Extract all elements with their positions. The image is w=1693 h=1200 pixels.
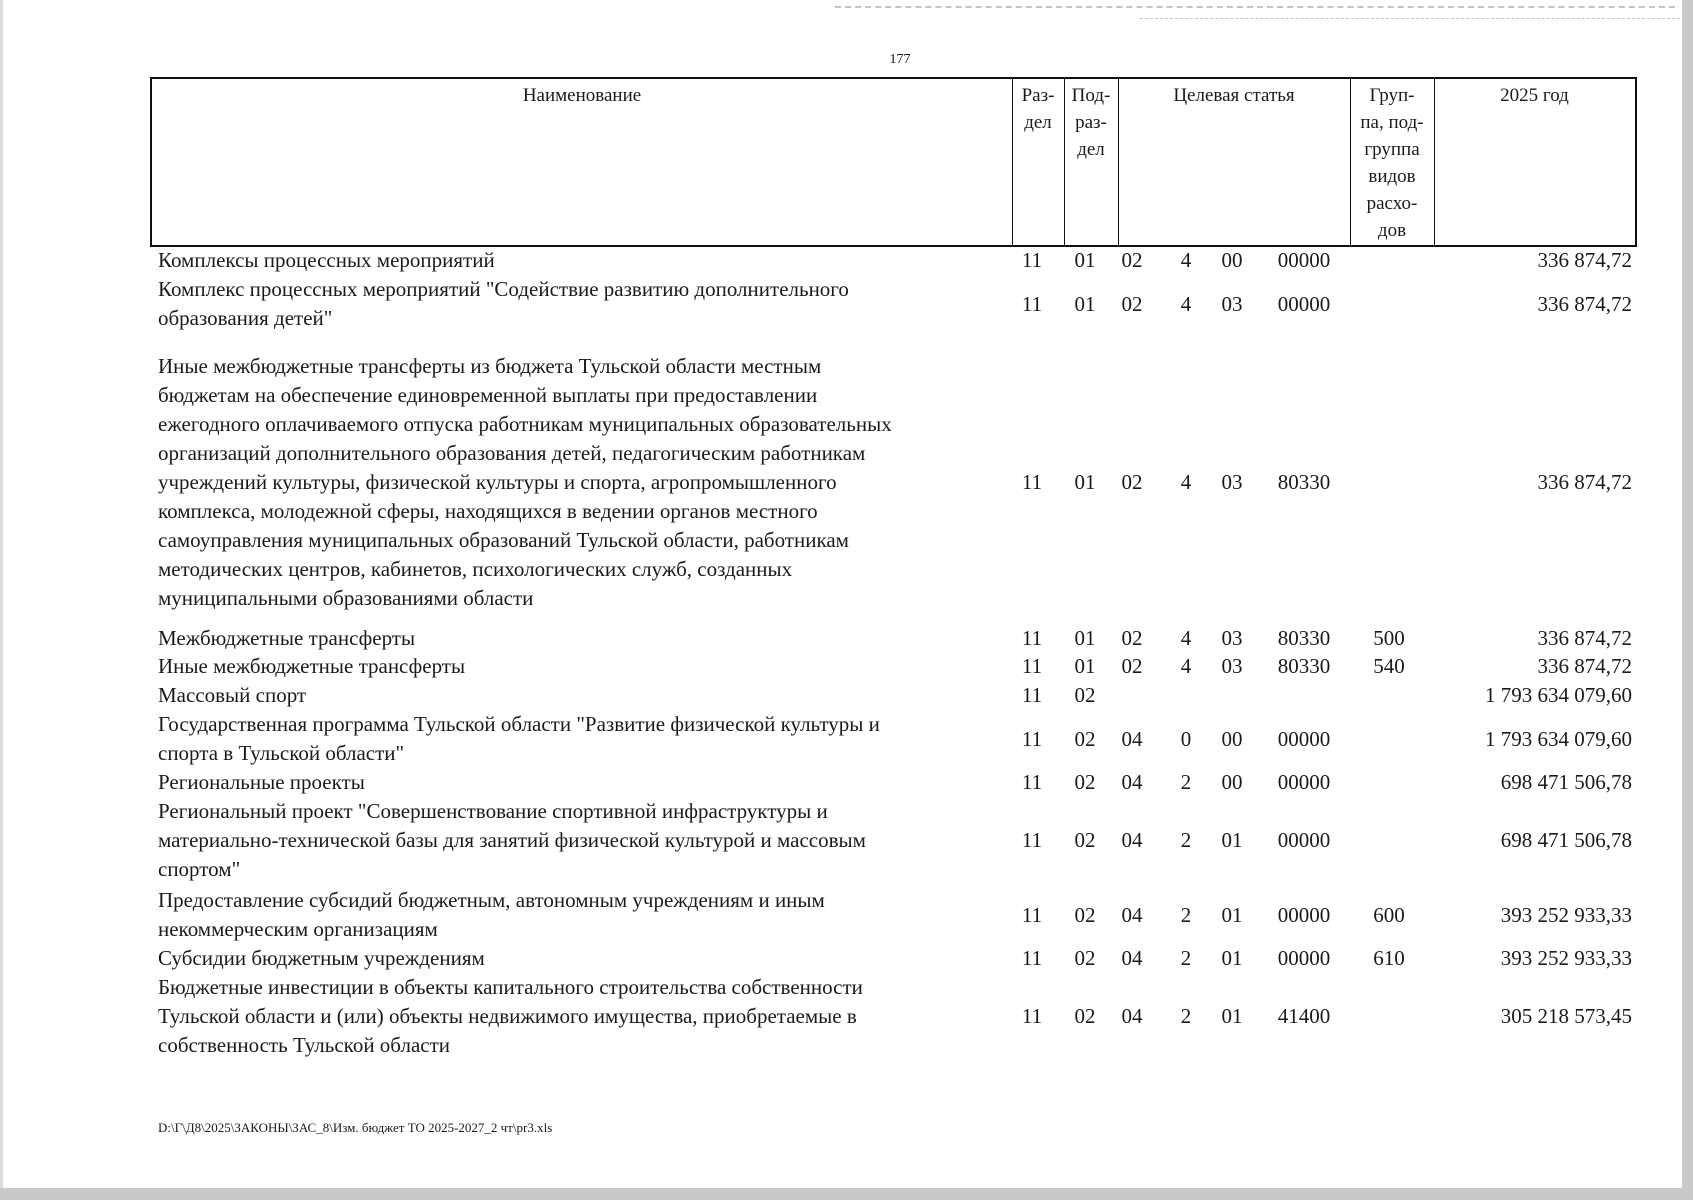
cell-podrazdel: 02 [1074,770,1096,794]
cell-target-program: 04 [1121,828,1143,852]
header-group-line: видов [1368,166,1416,187]
cell-name-line: Массовый спорт [158,683,307,707]
cell-name-line: Иные межбюджетные трансферты [158,654,466,678]
cell-name [158,624,998,653]
cell-amount: 305 218 573,45 [1500,1004,1632,1028]
cell-target-type: 0 [1180,726,1192,751]
header-razdel [1012,82,1064,136]
cell-amount: 1 793 634 079,60 [1485,726,1632,751]
cell-target-structure: 03 [1221,626,1243,650]
cell-target-direction: 00000 [1277,726,1331,751]
cell-name [158,652,998,681]
scan-artifact-dashes [1140,18,1680,19]
cell-razdel: 11 [1021,902,1043,927]
cell-expense-group: 610 [1373,946,1405,970]
cell-target-direction: 00000 [1277,291,1331,316]
cell-name-line: учреждений культуры, физической культуры и спорта, агропромышленного [158,470,837,494]
cell-target-type: 2 [1180,770,1192,794]
cell-razdel: 11 [1021,828,1043,852]
cell-amount: 698 471 506,78 [1500,828,1632,852]
cell-name-line: Региональный проект "Совершенствование спортивной инфраструктуры и [158,799,828,823]
cell-target-direction: 00000 [1277,946,1331,970]
cell-name-line: Тульской области и (или) объекты недвижимого имущества, приобретаемые в [158,1004,857,1028]
scan-edge-left [0,0,3,1200]
cell-name-line: Межбюджетные трансферты [158,626,416,650]
cell-razdel: 11 [1021,248,1043,272]
cell-target-type: 2 [1180,946,1192,970]
cell-amount: 336 874,72 [1537,470,1632,494]
scan-edge-bottom [0,1188,1693,1200]
cell-podrazdel: 01 [1074,626,1096,650]
cell-name-line: организаций дополнительного образования детей, педагогическим работникам [158,441,866,465]
cell-target-program: 04 [1121,902,1143,927]
cell-target-type: 4 [1180,654,1192,678]
cell-expense-group: 500 [1373,626,1405,650]
cell-target-program: 04 [1121,726,1143,751]
cell-podrazdel: 01 [1074,470,1096,494]
cell-target-program: 04 [1121,770,1143,794]
cell-podrazdel: 02 [1074,902,1096,927]
cell-name-line: Комплекс процессных мероприятий "Содействие развитию дополнительного [158,277,849,301]
cell-expense-group: 600 [1373,902,1405,927]
header-year: 2025 год [1500,85,1569,106]
cell-name [158,275,998,333]
cell-name-line: ежегодного оплачиваемого отпуска работникам муниципальных образовательных [158,412,892,436]
header-podrazdel-line: Под- [1071,85,1111,106]
cell-target-structure: 01 [1221,1004,1243,1028]
cell-name-line: Иные межбюджетные трансферты из бюджета Тульской области местным [158,354,822,378]
cell-target-program: 02 [1121,470,1143,494]
cell-razdel: 11 [1021,291,1043,316]
cell-target-structure: 01 [1221,828,1243,852]
cell-amount: 698 471 506,78 [1500,770,1632,794]
cell-amount: 336 874,72 [1537,291,1632,316]
header-name: Наименование [522,85,642,106]
cell-name [158,352,998,613]
cell-expense-group: 540 [1373,654,1405,678]
cell-amount: 393 252 933,33 [1500,902,1632,927]
page-number: 177 [889,52,911,67]
header-group [1350,82,1434,244]
cell-amount: 336 874,72 [1537,626,1632,650]
cell-name-line: спортом" [158,857,241,881]
cell-target-direction: 41400 [1277,1004,1331,1028]
cell-target-structure: 01 [1221,902,1243,927]
cell-podrazdel: 02 [1074,683,1096,707]
cell-name [158,681,998,710]
cell-razdel: 11 [1021,654,1043,678]
cell-target-direction: 80330 [1277,626,1331,650]
cell-target-program: 04 [1121,1004,1143,1028]
cell-target-direction: 00000 [1277,902,1331,927]
cell-name-line: методических центров, кабинетов, психологических служб, созданных [158,557,793,581]
cell-name-line: самоуправления муниципальных образований Тульской области, работникам [158,528,849,552]
cell-target-structure: 00 [1221,770,1243,794]
cell-name [158,797,998,884]
cell-target-direction: 80330 [1277,470,1331,494]
cell-amount: 336 874,72 [1537,248,1632,272]
cell-target-program: 02 [1121,291,1143,316]
cell-name [158,710,998,768]
cell-target-program: 02 [1121,654,1143,678]
cell-podrazdel: 01 [1074,291,1096,316]
cell-name-line: образования детей" [158,306,333,330]
header-target: Целевая статья [1173,85,1295,106]
header-group-line: расхо- [1366,193,1418,214]
cell-amount: 393 252 933,33 [1500,946,1632,970]
scan-artifact-dashes [835,6,1675,8]
cell-name-line: Государственная программа Тульской области "Развитие физической культуры и [158,712,880,736]
cell-name-line: некоммерческим организациям [158,917,438,941]
cell-target-structure: 03 [1221,291,1243,316]
cell-razdel: 11 [1021,770,1043,794]
cell-target-structure: 01 [1221,946,1243,970]
cell-target-type: 4 [1180,291,1192,316]
header-group-line: группа [1364,139,1420,160]
cell-name-line: спорта в Тульской области" [158,741,405,765]
table-header [150,77,1637,247]
cell-target-type: 2 [1180,828,1192,852]
cell-razdel: 11 [1021,626,1043,650]
cell-target-structure: 03 [1221,654,1243,678]
cell-target-type: 2 [1180,1004,1192,1028]
cell-name [158,944,998,973]
cell-target-direction: 00000 [1277,248,1331,272]
cell-target-type: 2 [1180,902,1192,927]
cell-razdel: 11 [1021,946,1043,970]
cell-target-type: 4 [1180,626,1192,650]
cell-name-line: муниципальными образованиями области [158,586,534,610]
cell-name-line: Субсидии бюджетным учреждениям [158,946,485,970]
cell-amount: 336 874,72 [1537,654,1632,678]
cell-podrazdel: 01 [1074,654,1096,678]
cell-razdel: 11 [1021,683,1043,707]
footer-file-path: D:\Г\Д8\2025\ЗАКОНЫ\ЗАС_8\Изм. бюджет ТО 2025-2027_2 чт\pr3.xls [158,1120,553,1135]
cell-razdel: 11 [1021,470,1043,494]
cell-target-type: 4 [1180,470,1192,494]
cell-target-direction: 00000 [1277,828,1331,852]
cell-name-line: бюджетам на обеспечение единовременной выплаты при предоставлении [158,383,818,407]
cell-target-program: 02 [1121,626,1143,650]
cell-name-line: Комплексы процессных мероприятий [158,248,495,272]
cell-podrazdel: 02 [1074,946,1096,970]
cell-name-line: Предоставление субсидий бюджетным, автономным учреждениям и иным [158,888,825,912]
header-razdel-line: дел [1024,112,1052,133]
cell-name [158,768,998,797]
header-podrazdel-line: дел [1077,139,1105,160]
cell-podrazdel: 02 [1074,828,1096,852]
header-group-line: Груп- [1369,85,1415,106]
cell-amount: 1 793 634 079,60 [1485,683,1632,707]
cell-target-program: 04 [1121,946,1143,970]
cell-name-line: материально-технической базы для занятий физической культурой и массовым [158,828,866,852]
cell-target-program: 02 [1121,248,1143,272]
cell-podrazdel: 01 [1074,248,1096,272]
cell-name [158,246,998,275]
cell-target-structure: 00 [1221,726,1243,751]
header-group-line: па, под- [1360,112,1424,133]
cell-target-type: 4 [1180,248,1192,272]
cell-name [158,886,998,944]
header-group-line: дов [1377,220,1407,241]
cell-podrazdel: 02 [1074,1004,1096,1028]
cell-name-line: комплекса, молодежной сферы, находящихся в ведении органов местного [158,499,818,523]
cell-target-structure: 00 [1221,248,1243,272]
cell-name [158,973,998,1060]
scan-edge-right [1682,0,1693,1200]
header-podrazdel-line: раз- [1075,112,1107,133]
cell-name-line: Региональные проекты [158,770,365,794]
cell-target-structure: 03 [1221,470,1243,494]
cell-target-direction: 00000 [1277,770,1331,794]
cell-name-line: Бюджетные инвестиции в объекты капитального строительства собственности [158,975,863,999]
cell-podrazdel: 02 [1074,726,1096,751]
cell-name-line: собственность Тульской области [158,1033,451,1057]
header-razdel-line: Раз- [1021,85,1055,106]
cell-target-direction: 80330 [1277,654,1331,678]
cell-razdel: 11 [1021,726,1043,751]
cell-razdel: 11 [1021,1004,1043,1028]
header-podrazdel [1064,82,1118,163]
